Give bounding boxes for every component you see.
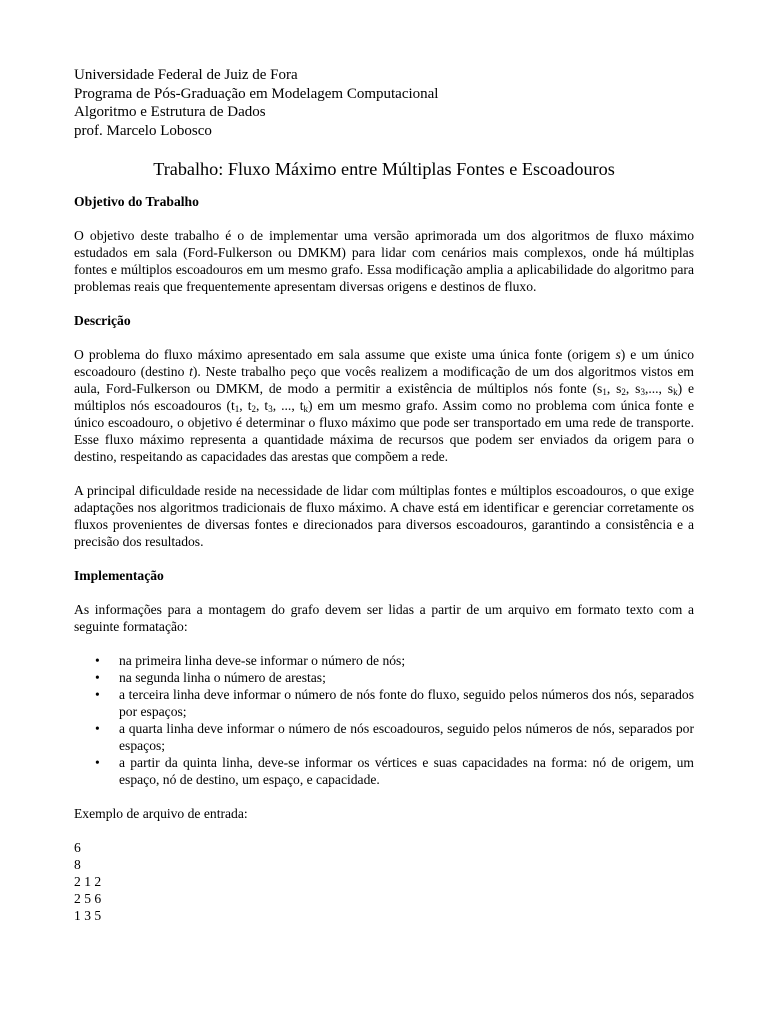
list-item: • a quarta linha deve informar o número de nós escoadouros, seguido pelos números de nós, separados por espaços; xyxy=(95,721,694,754)
bullet-icon: • xyxy=(95,653,100,669)
paragraph-descricao-2: A principal dificuldade reside na necessidade de lidar com múltiplas fontes e múltiplos escoadouros, o que exige adaptações nos algoritmos tradicionais de fluxo máximo. A chave está em identificar e gerenciar corretamente os fluxos provenientes de diversas fontes e direcionados para diversos escoadouros, garantindo a consistência e a precisão dos resultados. xyxy=(74,483,694,550)
bullet-icon: • xyxy=(95,687,100,703)
example-input-block xyxy=(74,839,694,924)
university-name: Universidade Federal de Juiz de Fora xyxy=(74,67,298,83)
paragraph-objetivo: O objetivo deste trabalho é o de implementar uma versão aprimorada um dos algoritmos de fluxo máximo estudados em sala (Ford-Fulkerson ou DMKM) para lidar com cenários mais complexos, onde há múltiplas fontes e múltiplos escoadouros em um mesmo grafo. Essa modificação amplia a aplicabilidade do algoritmo para problemas reais que frequentemente apresentam diversas origens e destinos de fluxo. xyxy=(74,228,694,295)
list-item: • na segunda linha o número de arestas; xyxy=(95,670,326,686)
document-header xyxy=(74,66,694,140)
list-item: • a terceira linha deve informar o número de nós fonte do fluxo, seguido pelos números dos nós, separados por espaços; xyxy=(95,687,694,720)
document-page xyxy=(74,66,694,924)
paragraph-descricao-1: O problema do fluxo máximo apresentado em sala assume que existe uma única fonte (origem s) e um único escoadouro (destino t). Neste trabalho peço que vocês realizem a modificação de um dos algoritmos vistos em aula, Ford-Fulkerson ou DMKM, de modo a permitir a existência de múltiplos nós fonte ($s_1$, $s_2$, $s_3$,..., $s_k$) e múltiplos nós escoadouros ($t_1$, $t_2$, $t_3$, ..., $t_k$) em um mesmo grafo. Assim como no problema com única fonte e único escoadouro, o objetivo é determinar o fluxo máximo que pode ser transportado em uma rede de transporte. Esse fluxo máximo representa a quantidade máxima de recursos que podem ser enviados da origem para o destino, respeitando as capacidades das arestas que compõem a rede. xyxy=(74,347,695,465)
bullet-icon: • xyxy=(95,670,100,686)
bullet-icon: • xyxy=(95,755,100,771)
example-line: 2 1 2 xyxy=(74,874,102,890)
example-line: 8 xyxy=(74,857,81,873)
course-name: Algoritmo e Estrutura de Dados xyxy=(74,104,266,121)
document-title: Trabalho: Fluxo Máximo entre Múltiplas Fontes e Escoadouros xyxy=(153,159,615,180)
program-name: Programa de Pós-Graduação em Modelagem Computacional xyxy=(74,85,439,102)
example-line: 2 5 6 xyxy=(74,891,102,907)
example-line: 1 3 5 xyxy=(74,908,102,924)
format-rules-list xyxy=(74,652,694,788)
example-label: Exemplo de arquivo de entrada: xyxy=(74,806,248,822)
section-heading-implementacao: Implementação xyxy=(74,568,164,584)
section-heading-descricao: Descrição xyxy=(74,313,131,329)
paragraph-implementacao-intro: As informações para a montagem do grafo devem ser lidas a partir de um arquivo em formato texto com a seguinte formatação: xyxy=(74,602,694,635)
professor-name: prof. Marcelo Lobosco xyxy=(74,122,212,139)
list-item: • na primeira linha deve-se informar o número de nós; xyxy=(95,653,406,669)
section-heading-objetivo: Objetivo do Trabalho xyxy=(74,194,199,210)
list-item: • a partir da quinta linha, deve-se informar os vértices e suas capacidades na forma: nó de origem, um espaço, nó de destino, um espaço, e capacidade. xyxy=(95,755,694,788)
example-line: 6 xyxy=(74,840,81,856)
bullet-icon: • xyxy=(95,721,100,737)
